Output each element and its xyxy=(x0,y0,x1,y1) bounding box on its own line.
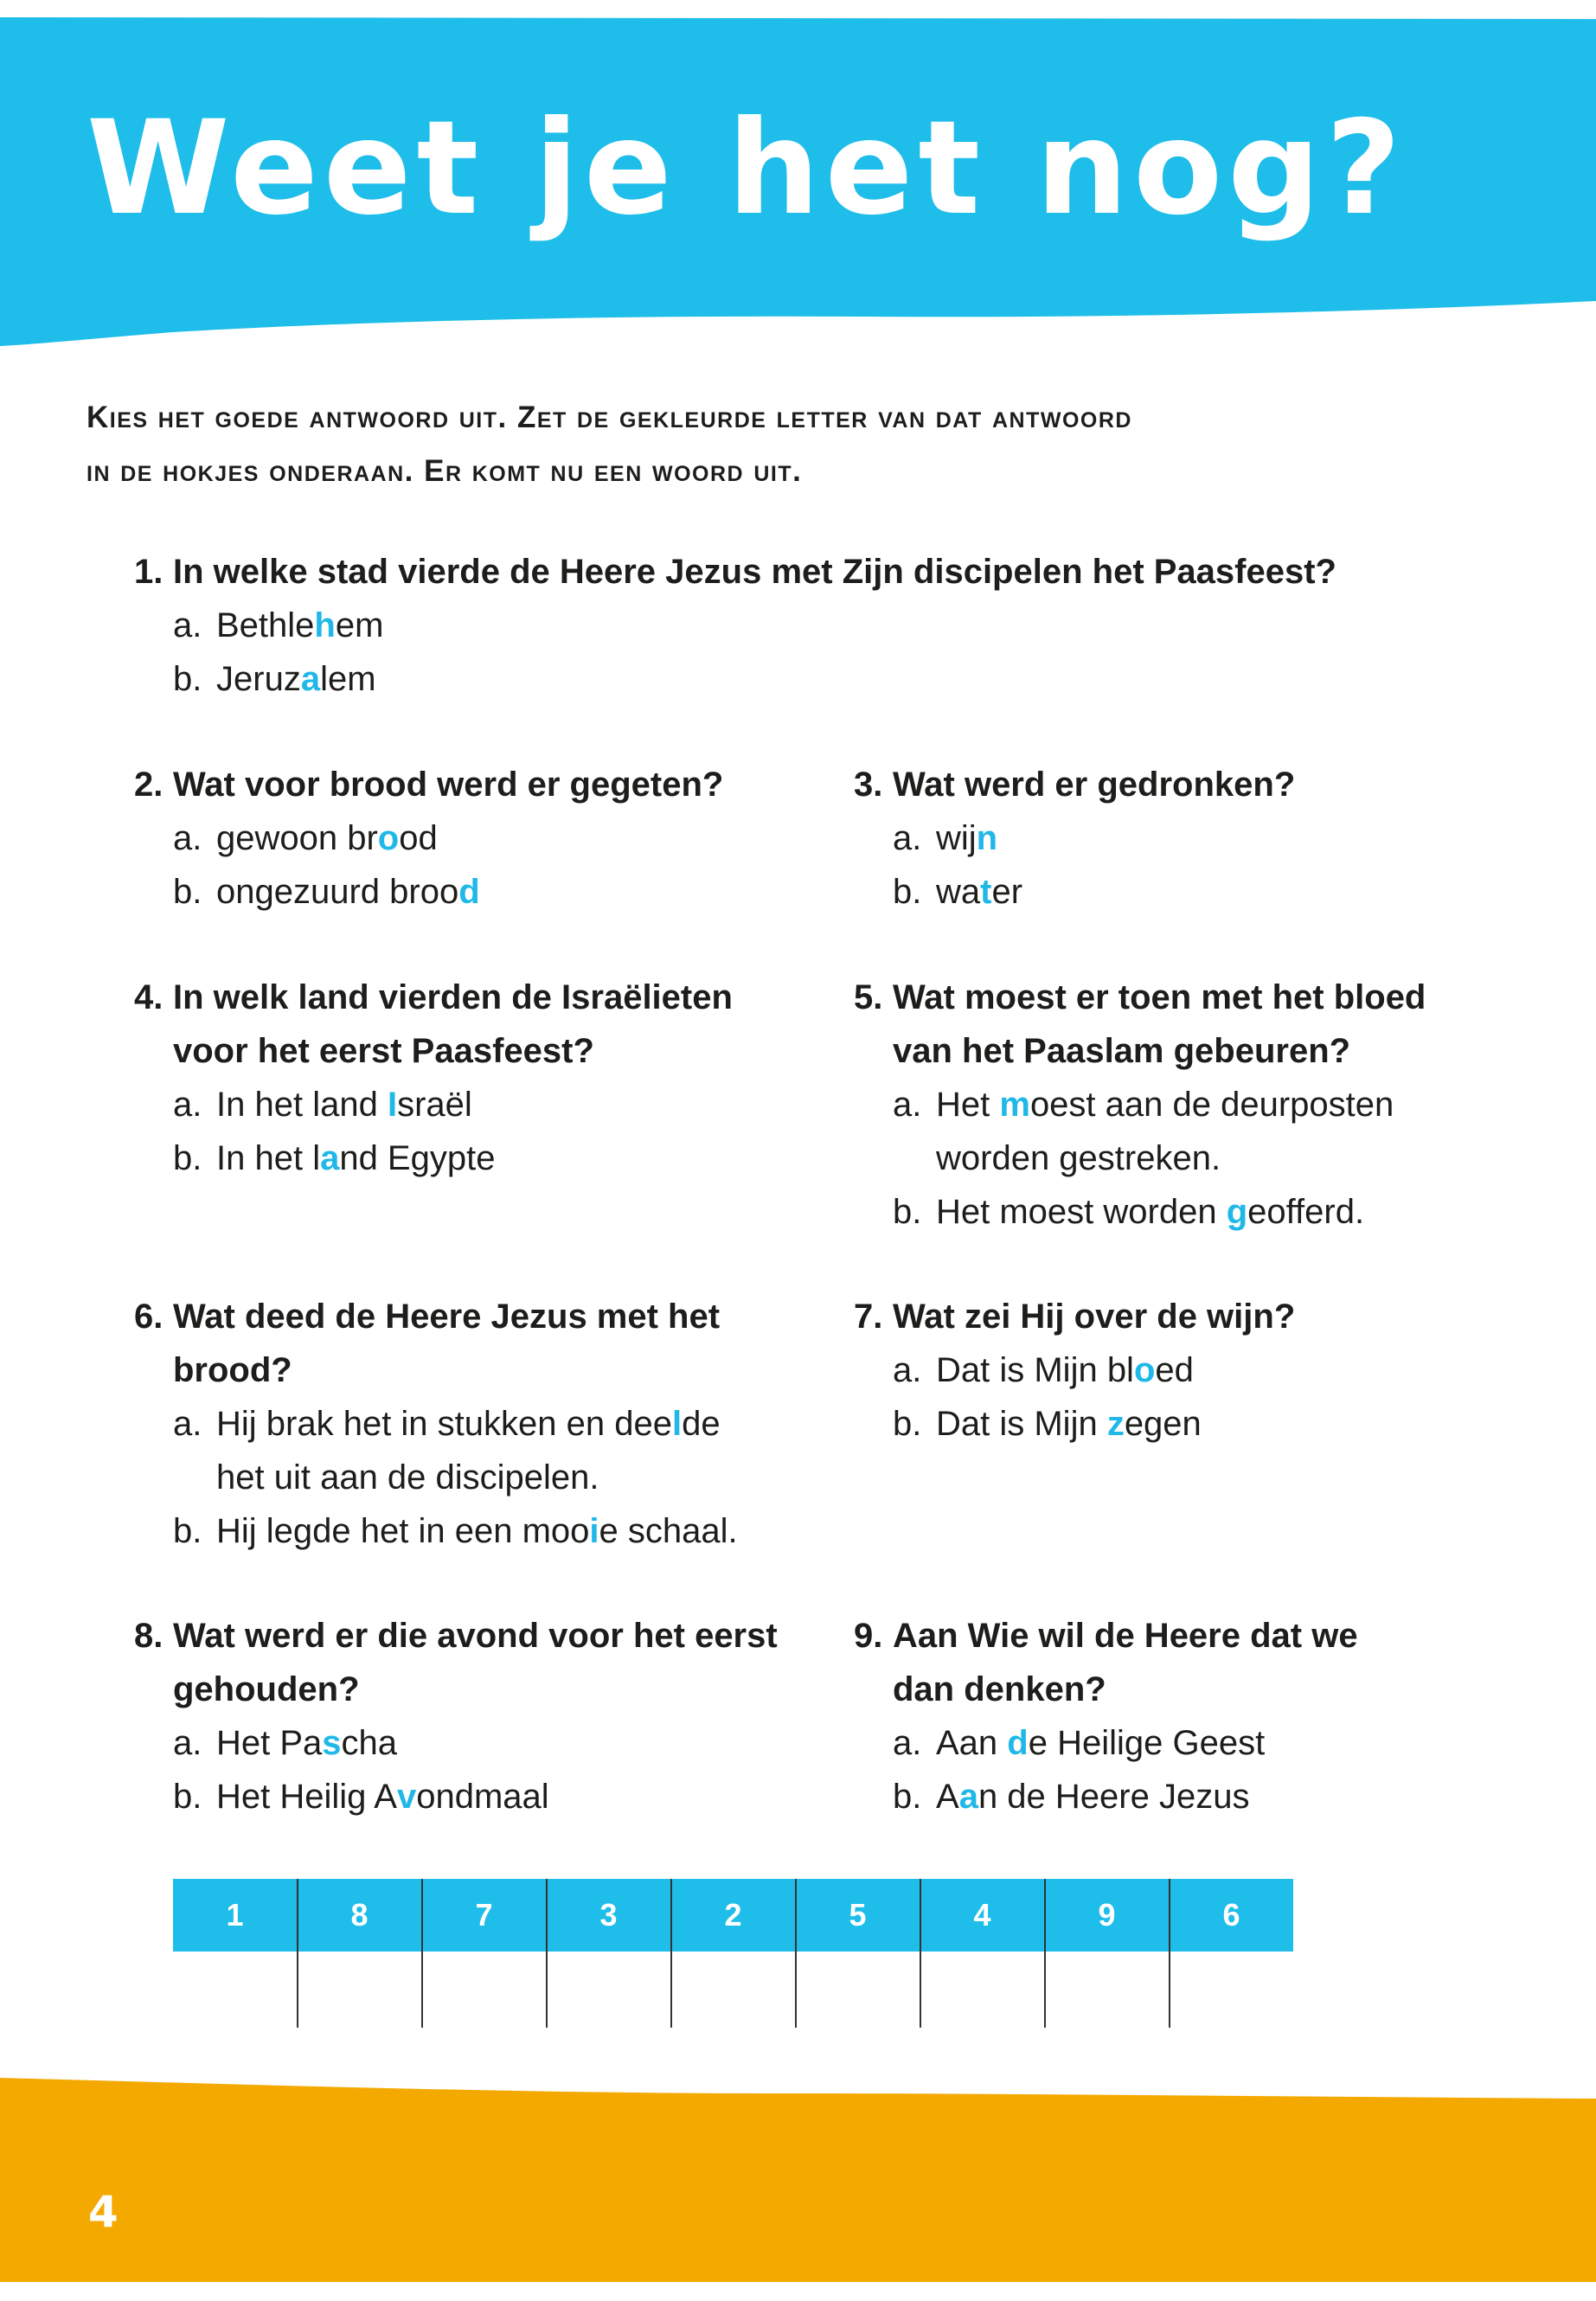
question-number: 3. xyxy=(854,766,883,804)
instructions-line-2: in de hokjes onderaan. Er komt nu een woord uit. xyxy=(87,454,803,488)
option-label: b. xyxy=(173,1139,202,1177)
question-number: 9. xyxy=(854,1617,883,1655)
option-text-part: lem xyxy=(320,660,376,698)
option-text-part: oest aan de deurposten xyxy=(1029,1086,1394,1124)
answer-option xyxy=(806,1770,1516,1823)
option-text-part: Jeruz xyxy=(216,660,301,698)
highlighted-letter: z xyxy=(1106,1405,1125,1443)
answer-option xyxy=(806,865,1516,919)
question-line: In welke stad vierde de Heere Jezus met Zijn discipelen het Paasfeest? xyxy=(173,553,1336,591)
option-text-part: In het land xyxy=(216,1086,388,1124)
answer-box[interactable] xyxy=(1045,1879,1170,2028)
instructions xyxy=(87,391,1436,498)
instructions-line-1: Kies het goede antwoord uit. Zet de gekleurde letter van dat antwoord xyxy=(87,401,1132,434)
highlighted-letter: g xyxy=(1226,1193,1248,1231)
question-text xyxy=(806,1290,1516,1343)
highlighted-letter: o xyxy=(1133,1351,1156,1389)
answer-option xyxy=(87,599,1505,652)
highlighted-letter: s xyxy=(322,1724,342,1762)
option-text xyxy=(216,599,1505,652)
option-label: b. xyxy=(893,1778,922,1816)
option-text-part: e Heilige Geest xyxy=(1028,1724,1266,1762)
question-text xyxy=(806,758,1516,811)
option-text-part: Aan xyxy=(936,1724,1008,1762)
question-text xyxy=(806,1609,1516,1716)
option-text-part: od xyxy=(399,819,438,857)
answer-option xyxy=(806,1343,1516,1397)
highlighted-letter: t xyxy=(980,873,992,911)
option-label: a. xyxy=(893,1724,922,1762)
question-5 xyxy=(806,971,1516,1239)
question-line: In welk land vierden de Israëlieten xyxy=(173,978,733,1016)
answer-box[interactable] xyxy=(422,1879,547,2028)
option-label: a. xyxy=(893,1351,922,1389)
option-text-part: ondmaal xyxy=(416,1778,549,1816)
answer-box[interactable] xyxy=(671,1879,796,2028)
option-text-part: cha xyxy=(341,1724,398,1762)
option-label: b. xyxy=(893,1193,922,1231)
answer-box-divider xyxy=(795,1879,797,2028)
option-label: a. xyxy=(893,1086,922,1124)
highlighted-letter: i xyxy=(589,1512,599,1550)
option-text-part: ongezuurd broo xyxy=(216,873,459,911)
question-number: 5. xyxy=(854,978,883,1016)
option-text-part: egen xyxy=(1124,1405,1202,1443)
option-text xyxy=(936,1397,1516,1451)
option-text-part: Bethle xyxy=(216,606,315,644)
option-text xyxy=(216,1770,779,1823)
answer-option xyxy=(87,1716,779,1770)
question-8 xyxy=(87,1609,779,1823)
answer-box-divider xyxy=(546,1879,548,2028)
question-1 xyxy=(87,545,1505,706)
answer-box[interactable] xyxy=(796,1879,920,2028)
option-text-part: n de Heere Jezus xyxy=(977,1778,1250,1816)
answer-box-number: 8 xyxy=(298,1879,421,1952)
answer-box-number: 6 xyxy=(1170,1879,1293,1952)
answer-option xyxy=(806,1397,1516,1451)
answer-box[interactable] xyxy=(173,1879,298,2028)
page-title: Weet je het nog? xyxy=(87,93,1407,244)
option-label: a. xyxy=(173,606,202,644)
highlighted-letter: n xyxy=(976,819,998,857)
option-text xyxy=(936,1078,1516,1131)
option-label: b. xyxy=(893,873,922,911)
option-text-part: het uit aan de discipelen. xyxy=(216,1458,599,1497)
option-text-part: Het xyxy=(936,1086,1000,1124)
question-line: brood? xyxy=(173,1351,292,1389)
option-label: a. xyxy=(173,1405,202,1443)
option-text xyxy=(216,1397,779,1451)
question-text xyxy=(87,1290,779,1397)
option-text-part: sraël xyxy=(397,1086,472,1124)
option-text-part: de xyxy=(682,1405,721,1443)
question-number: 4. xyxy=(134,978,163,1016)
option-text-part: Dat is Mijn xyxy=(936,1405,1107,1443)
question-line: Wat moest er toen met het bloed xyxy=(893,978,1426,1016)
answer-box-divider xyxy=(920,1879,921,2028)
option-text-part: ed xyxy=(1155,1351,1194,1389)
option-text xyxy=(936,865,1516,919)
question-line: Wat zei Hij over de wijn? xyxy=(893,1298,1296,1336)
answer-box-number: 5 xyxy=(796,1879,920,1952)
question-line: voor het eerst Paasfeest? xyxy=(173,1032,594,1070)
option-text xyxy=(216,811,779,865)
answer-box-number: 7 xyxy=(422,1879,546,1952)
option-text-part: e schaal. xyxy=(599,1512,738,1550)
answer-box-divider xyxy=(1169,1879,1170,2028)
question-2 xyxy=(87,758,779,919)
question-number: 8. xyxy=(134,1617,163,1655)
option-text-part: Het Pa xyxy=(216,1724,323,1762)
option-label: b. xyxy=(173,1512,202,1550)
option-text-part: gewoon br xyxy=(216,819,378,857)
option-text xyxy=(216,652,1505,706)
question-9 xyxy=(806,1609,1516,1823)
answer-box-number: 3 xyxy=(547,1879,670,1952)
highlighted-letter: d xyxy=(1007,1724,1029,1762)
option-text-part: nd Egypte xyxy=(339,1139,496,1177)
question-line: gehouden? xyxy=(173,1670,360,1708)
answer-option xyxy=(87,1131,779,1185)
highlighted-letter: d xyxy=(458,873,480,911)
question-text xyxy=(87,971,779,1078)
question-line: Aan Wie wil de Heere dat we xyxy=(893,1617,1358,1655)
option-text-part: Hij brak het in stukken en dee xyxy=(216,1405,672,1443)
answer-option xyxy=(87,1770,779,1823)
option-text-part: Het moest worden xyxy=(936,1193,1227,1231)
question-3 xyxy=(806,758,1516,919)
answer-box-divider xyxy=(670,1879,672,2028)
option-text xyxy=(936,1185,1516,1239)
highlighted-letter: v xyxy=(396,1778,417,1816)
option-text xyxy=(216,1504,779,1558)
option-text-part: em xyxy=(335,606,384,644)
option-text-part: eofferd. xyxy=(1247,1193,1365,1231)
question-line: Wat werd er gedronken? xyxy=(893,766,1296,804)
option-text-part: er xyxy=(991,873,1023,911)
question-text xyxy=(806,971,1516,1078)
option-text xyxy=(216,865,779,919)
answer-box-number: 4 xyxy=(920,1879,1044,1952)
answer-box-divider xyxy=(297,1879,298,2028)
answer-option xyxy=(87,1504,779,1558)
highlighted-letter: a xyxy=(300,660,321,698)
answer-box-number: 1 xyxy=(173,1879,297,1952)
answer-option xyxy=(806,1078,1516,1185)
question-line: Wat deed de Heere Jezus met het xyxy=(173,1298,721,1336)
question-line: dan denken? xyxy=(893,1670,1106,1708)
option-label: a. xyxy=(173,1724,202,1762)
highlighted-letter: o xyxy=(377,819,400,857)
option-label: b. xyxy=(173,660,202,698)
option-text xyxy=(216,1451,779,1504)
option-label: b. xyxy=(173,1778,202,1816)
question-text xyxy=(87,545,1505,599)
answer-box-divider xyxy=(1044,1879,1046,2028)
option-text-part: Hij legde het in een moo xyxy=(216,1512,590,1550)
question-text xyxy=(87,1609,779,1716)
option-text xyxy=(936,1770,1516,1823)
answer-option xyxy=(87,1397,779,1504)
option-text xyxy=(936,1131,1516,1185)
page-number: 4 xyxy=(88,2187,119,2237)
option-text xyxy=(936,811,1516,865)
option-text-part: Dat is Mijn bl xyxy=(936,1351,1134,1389)
option-text xyxy=(936,1716,1516,1770)
option-text-part: A xyxy=(936,1778,959,1816)
answer-box[interactable] xyxy=(298,1879,422,2028)
highlighted-letter: a xyxy=(958,1778,978,1816)
question-line: van het Paaslam gebeuren? xyxy=(893,1032,1351,1070)
option-label: a. xyxy=(173,1086,202,1124)
question-line: Wat voor brood werd er gegeten? xyxy=(173,766,724,804)
answer-box-divider xyxy=(421,1879,423,2028)
option-label: a. xyxy=(173,819,202,857)
question-text xyxy=(87,758,779,811)
answer-option xyxy=(806,811,1516,865)
question-4 xyxy=(87,971,779,1185)
question-number: 2. xyxy=(134,766,163,804)
highlighted-letter: h xyxy=(314,606,336,644)
answer-option xyxy=(87,652,1505,706)
answer-option xyxy=(87,811,779,865)
answer-box[interactable] xyxy=(547,1879,671,2028)
option-text-part: Het Heilig A xyxy=(216,1778,397,1816)
option-text xyxy=(216,1131,779,1185)
option-text xyxy=(936,1343,1516,1397)
answer-option xyxy=(806,1185,1516,1239)
answer-option xyxy=(87,865,779,919)
answer-box[interactable] xyxy=(920,1879,1045,2028)
answer-box-number: 9 xyxy=(1045,1879,1169,1952)
option-text-part: worden gestreken. xyxy=(936,1139,1221,1177)
question-6 xyxy=(87,1290,779,1558)
option-text xyxy=(216,1716,779,1770)
answer-option xyxy=(87,1078,779,1131)
option-label: b. xyxy=(893,1405,922,1443)
answer-box-number: 2 xyxy=(671,1879,795,1952)
question-line: Wat werd er die avond voor het eerst xyxy=(173,1617,778,1655)
question-number: 6. xyxy=(134,1298,163,1336)
highlighted-letter: I xyxy=(387,1086,398,1124)
highlighted-letter: m xyxy=(999,1086,1030,1124)
answer-box[interactable] xyxy=(1170,1879,1294,2028)
question-7 xyxy=(806,1290,1516,1451)
highlighted-letter: l xyxy=(671,1405,683,1443)
option-label: a. xyxy=(893,819,922,857)
highlighted-letter: a xyxy=(320,1139,340,1177)
answer-option xyxy=(806,1716,1516,1770)
option-text-part: wij xyxy=(936,819,977,857)
option-text-part: In het l xyxy=(216,1139,321,1177)
footer-band xyxy=(0,2067,1596,2301)
question-number: 1. xyxy=(134,553,163,591)
option-label: b. xyxy=(173,873,202,911)
question-number: 7. xyxy=(854,1298,883,1336)
option-text xyxy=(216,1078,779,1131)
option-text-part: wa xyxy=(936,873,981,911)
